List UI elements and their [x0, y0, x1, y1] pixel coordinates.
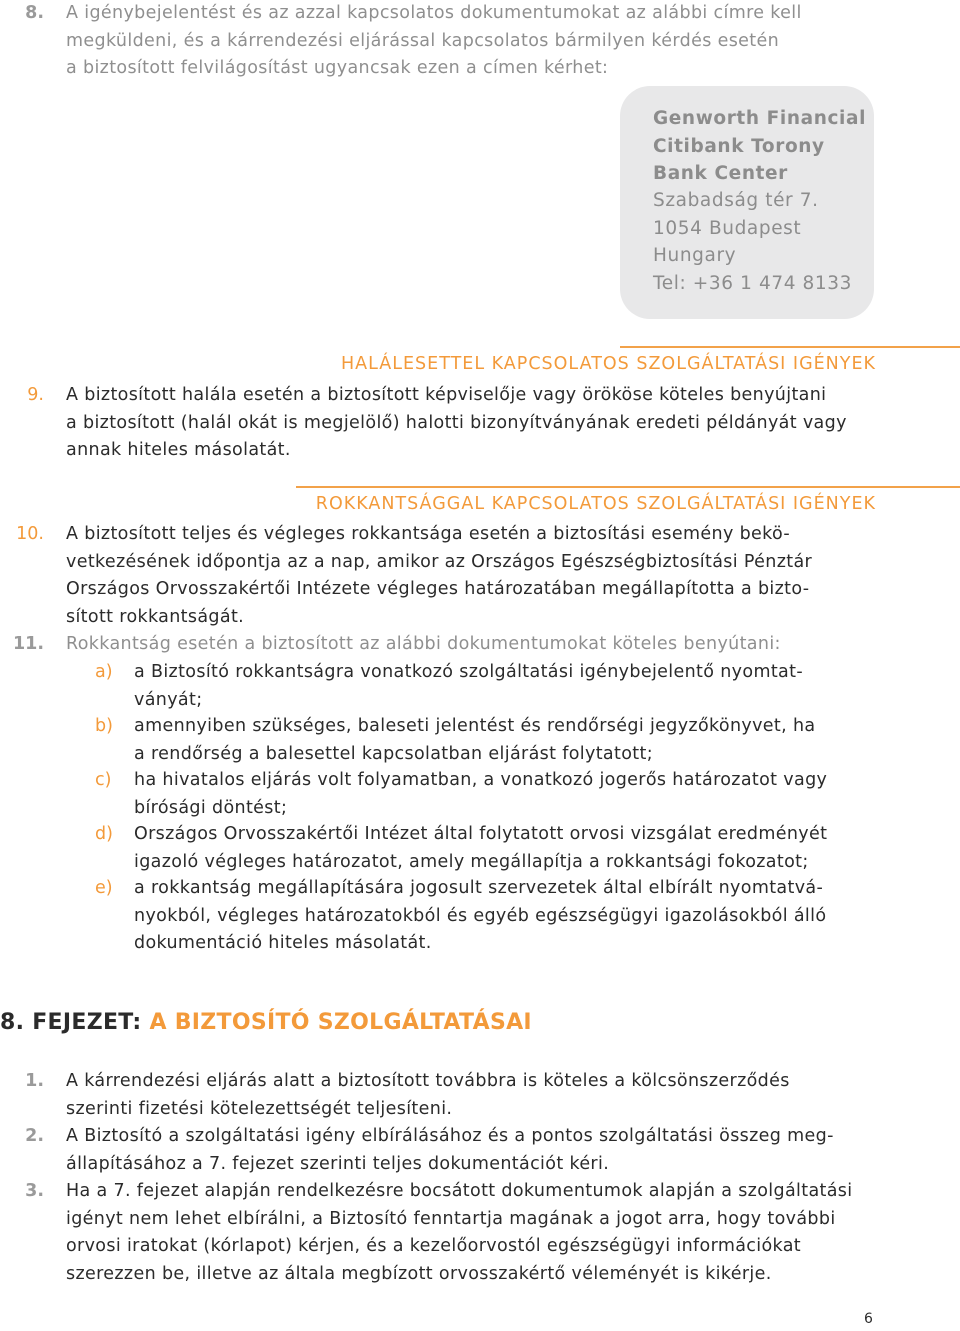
paragraph-number: 8. [25, 3, 44, 23]
text-line: A biztosított teljes és végleges rokkantsága esetén a biztosítási esemény bekö- [66, 524, 791, 544]
text-line: dokumentáció hiteles másolatát. [134, 933, 432, 953]
section-rule [296, 486, 960, 488]
paragraph-text [66, 1123, 884, 1178]
paragraph-number: 2. [25, 1126, 44, 1146]
list-label: a) [95, 662, 113, 682]
list-item [134, 659, 894, 714]
text-line: Országos Orvosszakértői Intézete végleges határozatában megállapította a bizto- [66, 579, 810, 599]
text-line: amennyiben szükséges, baleseti jelentést és rendőrségi jegyzőkönyvet, ha [134, 716, 816, 736]
text-line: Rokkantság esetén a biztosított az alábbi dokumentumokat köteles benyútani: [66, 634, 781, 654]
section-heading-disability: ROKKANTSÁGGAL KAPCSOLATOS SZOLGÁLTATÁSI IGÉNYEK [315, 494, 876, 514]
text-line: a biztosított (halál okát is megjelölő) halotti bizonyítványának eredeti példányát vagy [66, 412, 847, 433]
text-line: a rokkantság megállapítására jogosult szervezetek által elbírált nyomtatvá- [134, 878, 824, 898]
text-line: állapításához a 7. fejezet szerinti teljes dokumentációt kéri. [66, 1153, 610, 1174]
paragraph-number: 1. [25, 1071, 44, 1091]
text-line: vetkezésének időpontja az a nap, amikor az Országos Egészségbiztosítási Pénztár [66, 551, 813, 572]
address-box [620, 86, 874, 319]
chapter-heading [0, 1010, 532, 1035]
text-line: A kárrendezési eljárás alatt a biztosított továbbra is köteles a kölcsönszerződés [66, 1071, 790, 1091]
text-line: Országos Orvosszakértői Intézet által folytatott orvosi vizsgálat eredményét [134, 824, 828, 844]
page-number: 6 [864, 1311, 873, 1327]
list-item [134, 713, 894, 768]
paragraph-number: 9. [27, 385, 44, 405]
text-line: sított rokkantságát. [66, 606, 245, 627]
chapter-number: 8. FEJEZET: [0, 1010, 142, 1035]
list-label: e) [95, 878, 113, 898]
text-line: ványát; [134, 689, 203, 710]
address-line: Citibank Torony [653, 136, 825, 157]
text-line: ha hivatalos eljárás volt folyamatban, a vonatkozó jogerős határozatot vagy [134, 770, 828, 790]
text-line: a Biztosító rokkantságra vonatkozó szolgáltatási igénybejelentő nyomtat- [134, 662, 803, 682]
address-line: Genworth Financial [653, 108, 867, 129]
text-line: A biztosított halála esetén a biztosított képviselője vagy örököse köteles benyújtani [66, 385, 827, 405]
paragraph-number: 11. [12, 634, 44, 654]
paragraph-intro [66, 631, 884, 659]
paragraph-text [66, 1178, 884, 1288]
list-item [134, 767, 894, 822]
section-rule [620, 346, 960, 348]
text-line: igazoló végleges határozatot, amely megállapítja a rokkantsági fokozatot; [134, 851, 809, 872]
address-line: Bank Center [653, 163, 788, 184]
text-line: A Biztosító a szolgáltatási igény elbírálásához és a pontos szolgáltatási összeg meg- [66, 1126, 834, 1146]
text-line: Ha a 7. fejezet alapján rendelkezésre bocsátott dokumentumok alapján a szolgáltatási [66, 1181, 853, 1201]
address-line: 1054 Budapest [653, 218, 802, 239]
chapter-title: A BIZTOSÍTÓ SZOLGÁLTATÁSAI [141, 1010, 532, 1035]
text-line: nyokból, végleges határozatokból és egyéb egészségügyi igazolásokból álló [134, 905, 827, 926]
text-line: a biztosított felvilágosítást ugyancsak ezen a címen kérhet: [66, 58, 609, 78]
paragraph-number: 3. [25, 1181, 44, 1201]
text-line: megküldeni, és a kárrendezési eljárással kapcsolatos bármilyen kérdés esetén [66, 30, 780, 51]
text-line: bírósági döntést; [134, 797, 288, 818]
address-line: Tel: +36 1 474 8133 [653, 273, 853, 294]
text-line: szerezzen be, illetve az általa megbízott orvosszakértő véleményét is kikérje. [66, 1263, 772, 1284]
paragraph-text [66, 0, 884, 83]
text-line: igényt nem lehet elbírálni, a Biztosító fenntartja magának a jogot arra, hogy további [66, 1208, 836, 1229]
paragraph-number: 10. [16, 524, 44, 544]
paragraph-text [66, 382, 884, 465]
section-heading-death: HALÁLESETTEL KAPCSOLATOS SZOLGÁLTATÁSI IGÉNYEK [340, 354, 876, 374]
list-label: d) [95, 824, 113, 844]
list-item [134, 875, 894, 958]
text-line: annak hiteles másolatát. [66, 440, 291, 460]
address-line: Hungary [653, 245, 737, 266]
address-line: Szabadság tér 7. [653, 190, 819, 211]
paragraph-text [66, 1068, 884, 1123]
list-label: b) [95, 716, 113, 736]
text-line: szerinti fizetési kötelezettségét teljesíteni. [66, 1098, 453, 1119]
text-line: A igénybejelentést és az azzal kapcsolatos dokumentumokat az alábbi címre kell [66, 3, 802, 23]
list-label: c) [95, 770, 112, 790]
paragraph-text [66, 521, 884, 631]
text-line: a rendőrség a balesettel kapcsolatban eljárást folytatott; [134, 743, 653, 764]
list-item [134, 821, 894, 876]
text-line: orvosi iratokat (kórlapot) kérjen, és a kezelőorvostól egészségügyi információkat [66, 1236, 801, 1256]
